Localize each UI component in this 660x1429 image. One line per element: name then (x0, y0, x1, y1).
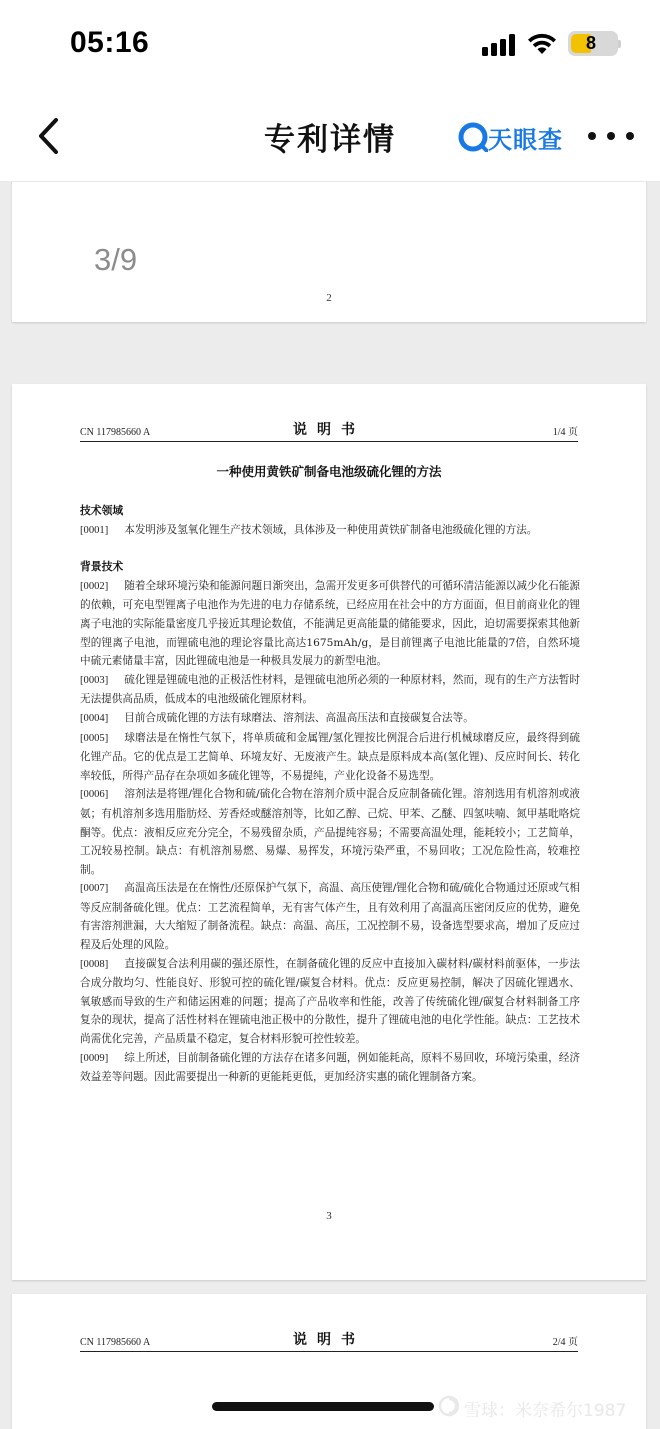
publication-number: CN 117985660 A (80, 1337, 151, 1348)
status-time: 05:16 (70, 26, 150, 59)
paragraph: [0001] 本发明涉及氢氧化锂生产技术领域，具体涉及一种使用黄铁矿制备电池级硫化锂的方法。 (80, 523, 538, 536)
paragraph: [0009] 综上所述，目前制备硫化锂的方法存在诸多问题，例如能耗高，原料不易回收，环境污染重，经济效益差等问题。因此需要提出一种新的更能耗更低，更加经济实惠的硫化锂制备方案。 (80, 1051, 580, 1084)
wifi-icon (526, 30, 558, 56)
patent-body (80, 502, 580, 1087)
status-bar (0, 0, 660, 90)
battery-icon (568, 31, 618, 56)
home-indicator[interactable] (212, 1402, 434, 1411)
paragraph: [0007] 高温高压法是在在惰性/还原保护气氛下，高温、高压使锂/锂化合物和硫/硫化合物通过还原或气相等反应制备硫化锂。优点：工艺流程简单，无有害气体产生，且有效利用了高温高压密闭反应的优势，避免有害溶剂泄漏，大大缩短了制备流程。缺点：高温、高压，工况控制不易，设备选型要求高，增加了反应过程及后处理的风险。 (80, 882, 580, 952)
watermark-text: 雪球：米奈希尔1987 (464, 1401, 627, 1421)
paragraph: [0006] 溶剂法是将锂/锂化合物和硫/硫化合物在溶剂介质中混合反应制备硫化锂。溶剂选用有机溶剂或液氨；有机溶剂多选用脂肪烃、芳香烃或醚溶剂等，比如乙醇、己烷、甲苯、乙醚、四氢呋喃、氮甲基吡咯烷酮等。优点：液相反应充分完全，不易残留杂质，产品提纯容易；不需要高温处理，能耗较小；工艺简单，工况较易控制。缺点：有机溶剂易燃、易爆、易挥发，环境污染严重，不易回收；工况危险性高，较难控制。 (80, 788, 580, 876)
paragraph: [0008] 直接碳复合法利用碳的强还原性，在制备硫化锂的反应中直接加入碳材料/碳材料前驱体，一步法合成分散均匀、性能良好、形貌可控的硫化锂/碳复合材料。优点：反应更易控制，解决了因硫化锂遇水、氧敏感而导致的生产和储运困难的问题；提高了产品收率和性能，改善了传统硫化锂/碳复合材料制备工序复杂的现状，提高了活性材料在锂硫电池正极中的分散性，提升了锂硫电池的电化学性能。缺点：工艺技术尚需优化完善，产品质量不稳定，复合材料形貌可控性较差。 (80, 957, 580, 1046)
page-number: 2 (326, 292, 332, 304)
page-counter: 3/9 (94, 242, 138, 277)
publication-number: CN 117985660 A (80, 427, 151, 438)
nav-bar (0, 90, 660, 182)
patent-title: 一种使用黄铁矿制备电池级硫化锂的方法 (216, 464, 442, 479)
paragraph: [0005] 球磨法是在惰性气氛下，将单质硫和金属锂/氢化锂按比例混合后进行机械球磨反应，最终得到硫化锂产品。它的优点是工艺简单、环境友好、无废液产生。缺点是原料成本高(氢化锂)、反应时间长、转化率较低，所得产品存在杂项如多硫化锂等，不易提纯，产业化设备不易选型。 (80, 731, 580, 782)
brand-name: 天眼查 (488, 126, 563, 154)
document-type: 说明书 (293, 1332, 365, 1348)
more-options-button[interactable] (588, 130, 634, 142)
doc-header (80, 1330, 578, 1352)
section-heading: 技术领域 (80, 504, 124, 517)
document-viewer[interactable] (0, 182, 660, 1429)
cellular-signal-icon (482, 34, 518, 56)
battery-level: 8 (585, 33, 596, 53)
paragraph: [0003] 硫化锂是锂硫电池的正极活性材料，是锂硫电池所必须的一种原材料，然而，现有的生产方法暂时无法提供高品质，低成本的电池级硫化锂原材料。 (80, 673, 580, 706)
page-label: 2/4 页 (552, 1337, 578, 1348)
doc-header (80, 420, 578, 442)
document-type: 说明书 (293, 422, 365, 438)
section-heading: 背景技术 (80, 560, 124, 574)
page-number: 3 (326, 1210, 332, 1222)
paragraph: [0004] 目前合成硫化锂的方法有球磨法、溶剂法、高温高压法和直接碳复合法等。 (80, 711, 474, 724)
tianyancha-logo-icon (458, 122, 488, 152)
document-page-current (12, 384, 646, 1280)
page-title: 专利详情 (264, 122, 396, 158)
page-label: 1/4 页 (552, 427, 578, 438)
paragraph: [0002] 随着全球环境污染和能源问题日渐突出，急需开发更多可供替代的可循环清洁能源以减少化石能源的依赖，可充电型锂离子电池作为先进的电力存储系统，已经应用在社会中的方方面面，但目前商业化的锂离子电池的实际能量密度几乎接近其理论数值，不能满足更高能量的储能要求，因此，迫切需要探索其他新型的锂离子电池，而锂硫电池的理论容量比高达1675mAh/g，是目前锂离子电池比能量的7倍，自然环境中硫元素储量丰富，因此锂硫电池是一种极具发展力的新型电池。 (80, 579, 580, 668)
xueqiu-logo-icon (438, 1395, 460, 1417)
document-page (12, 182, 646, 322)
